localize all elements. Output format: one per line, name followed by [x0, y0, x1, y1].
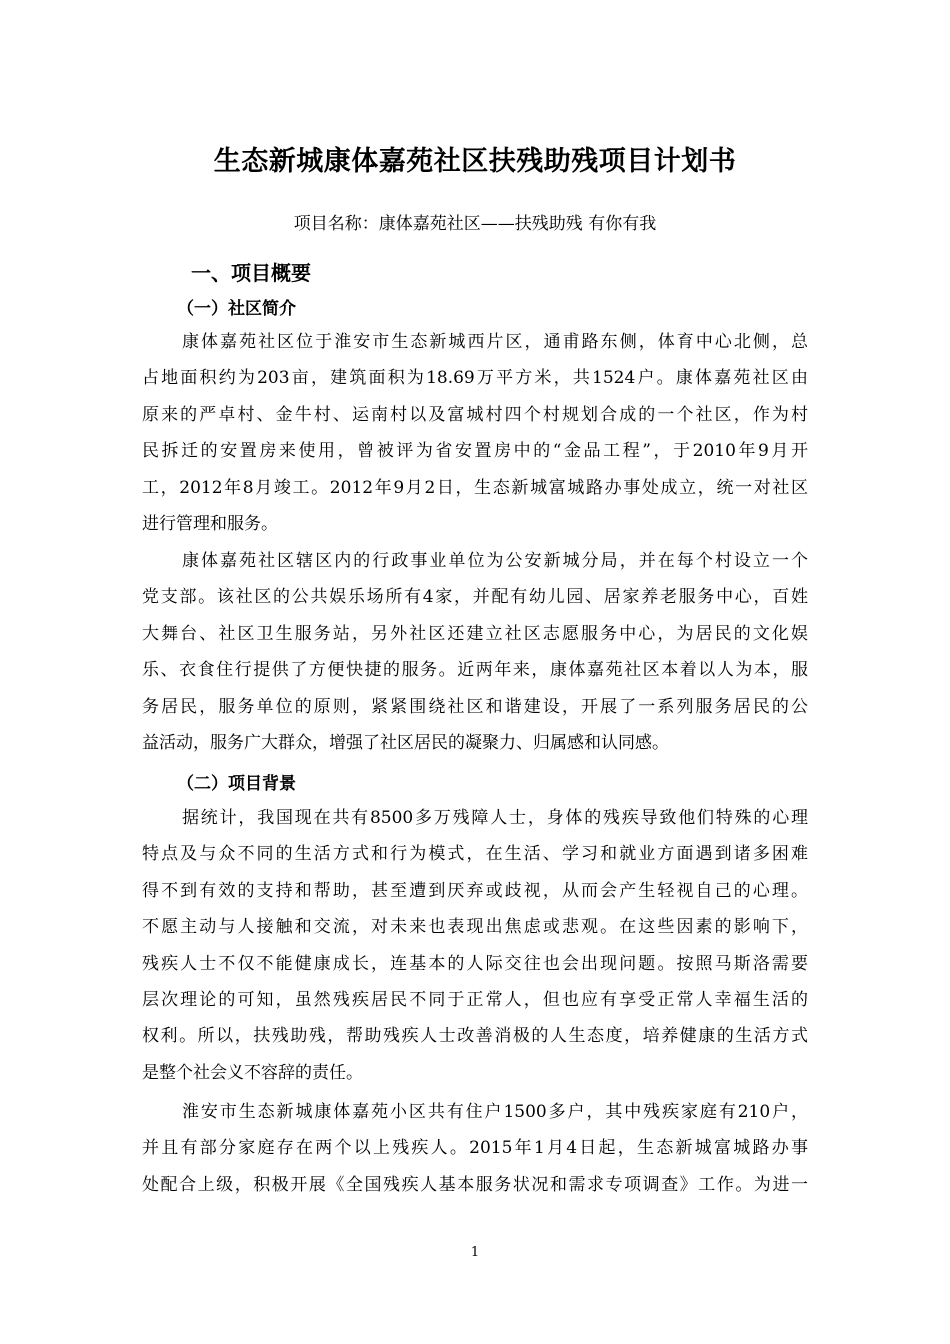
paragraph-project-background-2	[142, 1094, 808, 1203]
text-line: 民拆迁的安置房来使用，曾被评为省安置房中的“金品工程”，于2010年9月开	[142, 441, 808, 462]
text-line: 康体嘉苑社区位于淮安市生态新城西片区，通甫路东侧，体育中心北侧，总	[182, 332, 808, 352]
subsection-heading-project-background: （二）项目背景	[177, 774, 296, 794]
text-line: 得不到有效的支持和帮助，甚至遭到厌弃或歧视，从而会产生轻视自己的心理。	[142, 880, 808, 901]
text-line: 进行管理和服务。	[142, 513, 278, 534]
text-line: 乐、衣食住行提供了方便快捷的服务。近两年来，康体嘉苑社区本着以人为本，服	[142, 660, 808, 681]
text-line: 残疾人士不仅不能健康成长，连基本的人际交往也会出现问题。按照马斯洛需要	[142, 953, 808, 974]
page-number: 1	[470, 1245, 480, 1260]
paragraph-community-intro-1	[142, 324, 808, 542]
text-line: 处配合上级，积极开展《全国残疾人基本服务状况和需求专项调查》工作。为进一	[142, 1174, 808, 1195]
document-title: 生态新城康体嘉苑社区扶残助残项目计划书	[213, 146, 737, 177]
text-line: 特点及与众不同的生活方式和行为模式，在生活、学习和就业方面遇到诸多困难	[142, 844, 808, 865]
text-line: 工，2012年8月竣工。2012年9月2日，生态新城富城路办事处成立，统一对社区	[142, 477, 808, 498]
section-heading-project-overview: 一、项目概要	[191, 261, 311, 285]
text-line: 党支部。该社区的公共娱乐场所有4家，并配有幼儿园、居家养老服务中心，百姓	[142, 587, 808, 608]
text-line: 原来的严卓村、金牛村、运南村以及富城村四个村规划合成的一个社区，作为村	[142, 404, 808, 425]
subsection-heading-community-intro: （一）社区简介	[177, 299, 296, 319]
text-line: 大舞台、社区卫生服务站，另外社区还建立社区志愿服务中心，为居民的文化娱	[142, 623, 808, 644]
paragraph-community-intro-2	[142, 543, 808, 761]
project-name-line: 项目名称：康体嘉苑社区——扶残助残 有你有我	[293, 214, 657, 234]
text-line: 不愿主动与人接触和交流，对未来也表现出焦虑或悲观。在这些因素的影响下，	[142, 917, 808, 938]
text-line: 据统计，我国现在共有8500多万残障人士，身体的残疾导致他们特殊的心理	[182, 808, 808, 828]
text-line: 权利。所以，扶残助残，帮助残疾人士改善消极的人生态度，培养健康的生活方式	[142, 1026, 808, 1047]
paragraph-project-background-1	[142, 800, 808, 1091]
text-line: 淮安市生态新城康体嘉苑小区共有住户1500多户，其中残疾家庭有210户，	[182, 1102, 808, 1122]
text-line: 康体嘉苑社区辖区内的行政事业单位为公安新城分局，并在每个村设立一个	[182, 551, 808, 571]
text-line: 是整个社会义不容辞的责任。	[142, 1062, 363, 1083]
text-line: 务居民，服务单位的原则，紧紧围绕社区和谐建设，开展了一系列服务居民的公	[142, 696, 808, 717]
text-line: 益活动，服务广大群众，增强了社区居民的凝聚力、归属感和认同感。	[142, 732, 669, 753]
text-line: 并且有部分家庭存在两个以上残疾人。2015年1月4日起，生态新城富城路办事	[142, 1138, 808, 1159]
text-line: 占地面积约为203亩，建筑面积为18.69万平方米，共1524户。康体嘉苑社区由	[142, 368, 808, 389]
text-line: 层次理论的可知，虽然残疾居民不同于正常人，但也应有享受正常人幸福生活的	[142, 989, 808, 1010]
